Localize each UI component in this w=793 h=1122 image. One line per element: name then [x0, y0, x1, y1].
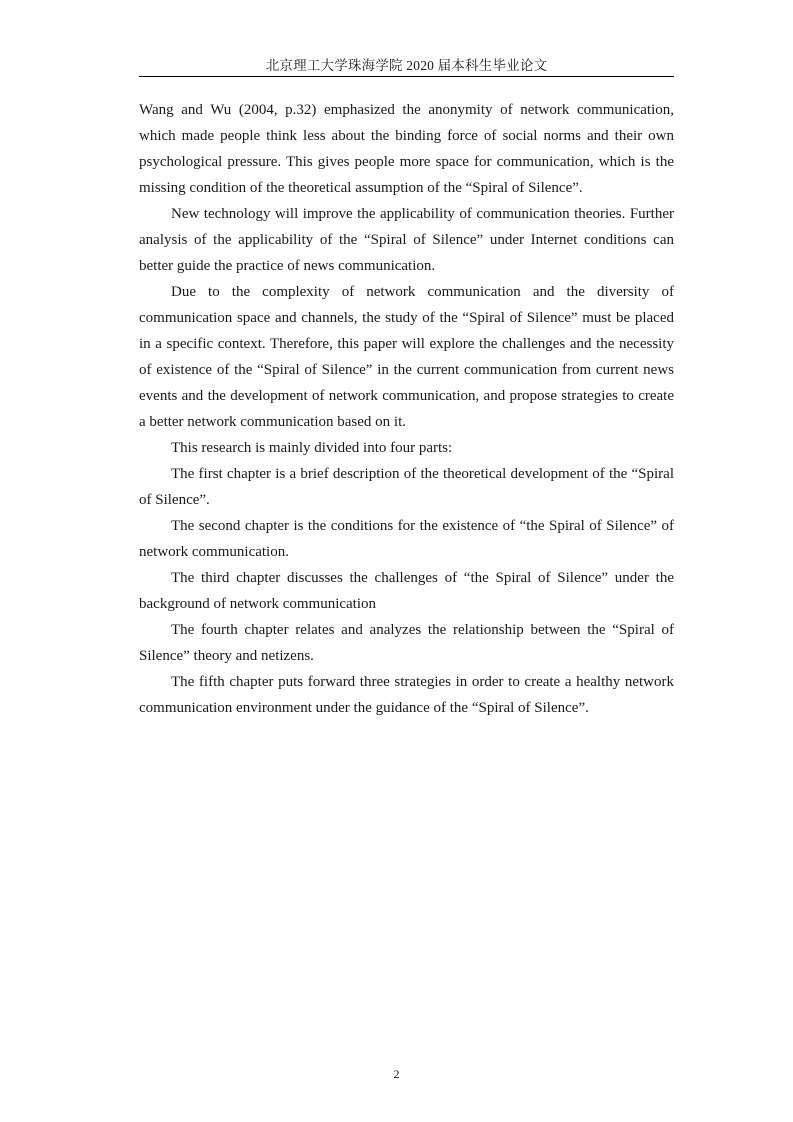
paragraph-research-structure: This research is mainly divided into four parts:	[171, 440, 453, 456]
paragraph-anonymity: Wang and Wu (2004, p.32) emphasized the anonymity of network communication, which made people think less about the binding force of social norms and their own psychological pressure. This gives people more space for communication, which is the missing condition of the theoretical assumption of the “Spiral of Silence”.	[139, 102, 674, 196]
paragraph-new-technology: New technology will improve the applicability of communication theories. Further analysis of the applicability of the “Spiral of Silence” under Internet conditions can better guide the practice of news communication.	[139, 206, 674, 274]
paragraph-chapter-four: The fourth chapter relates and analyzes the relationship between the “Spiral of Silence” theory and netizens.	[139, 622, 674, 664]
paragraph-complexity: Due to the complexity of network communication and the diversity of communication space and channels, the study of the “Spiral of Silence” must be placed in a specific context. Therefore, this paper will explore the challenges and the necessity of existence of the “Spiral of Silence” in the current communication from current news events and the development of network communication, and propose strategies to create a better network communication based on it.	[139, 284, 674, 430]
header-divider	[139, 76, 674, 77]
paragraph-chapter-three: The third chapter discusses the challenges of “the Spiral of Silence” under the background of network communication	[139, 570, 674, 612]
paragraph-chapter-five: The fifth chapter puts forward three strategies in order to create a healthy network communication environment under the guidance of the “Spiral of Silence”.	[139, 674, 674, 716]
document-body	[139, 97, 674, 721]
paragraph-chapter-one: The first chapter is a brief description of the theoretical development of the “Spiral of Silence”.	[139, 466, 674, 508]
page-header: 北京理工大学珠海学院 2020 届本科生毕业论文	[265, 58, 548, 73]
paragraph-chapter-two: The second chapter is the conditions for the existence of “the Spiral of Silence” of network communication.	[139, 518, 674, 560]
page-number: 2	[393, 1067, 400, 1081]
